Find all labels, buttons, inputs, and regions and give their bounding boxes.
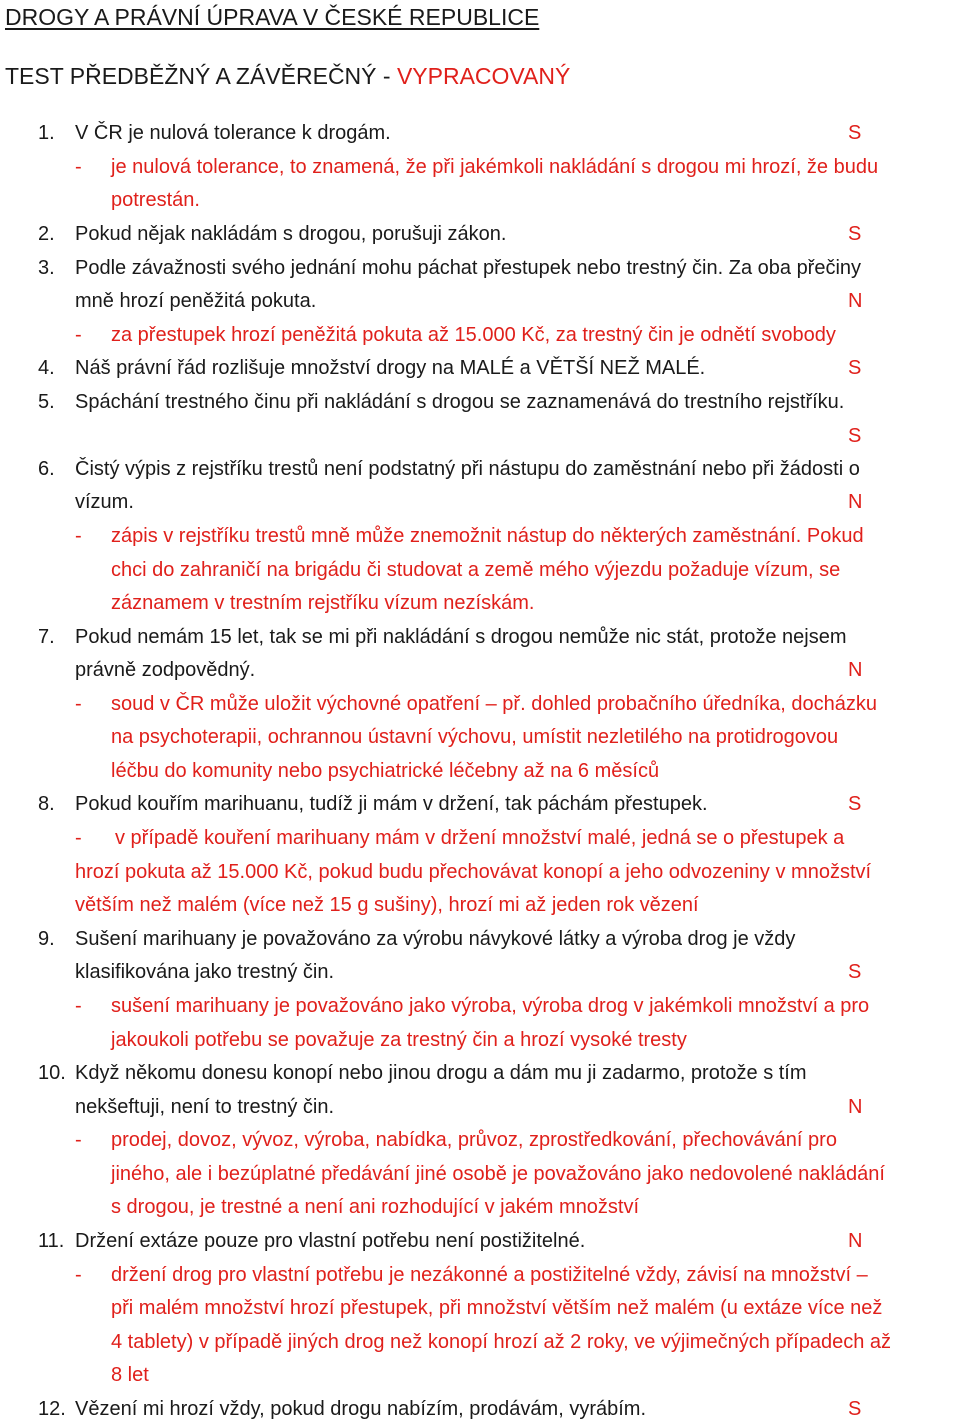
answer-explanation: soud v ČR může uložit výchovné opatření – př. dohled probačního úředníka, docházku — [111, 693, 878, 715]
question-number: 10. — [38, 1062, 66, 1084]
question-number: 4. — [38, 357, 55, 379]
answer-explanation: na psychoterapii, ochrannou ústavní výchovu, umístit nezletilého na protidrogovou — [111, 726, 839, 748]
answer-mark: N — [848, 659, 863, 681]
answer-explanation: jiného, ale i bezúplatné předávání jiné osobě je považováno jako nedovolené nakládání — [111, 1163, 885, 1185]
question-text: Náš právní řád rozlišuje množství drogy na MALÉ a VĚTŠÍ NEŽ MALÉ. — [75, 357, 706, 379]
note-dash: - — [75, 1129, 82, 1151]
question-number: 3. — [38, 257, 55, 279]
question-text: mně hrozí peněžitá pokuta. — [75, 290, 317, 312]
question-number: 12. — [38, 1398, 66, 1420]
answer-explanation: za přestupek hrozí peněžitá pokuta až 15.000 Kč, za trestný čin je odnětí svobody — [111, 324, 836, 346]
answer-explanation: s drogou, je trestné a není ani rozhodující v jakém množství — [111, 1196, 640, 1218]
answer-explanation: 8 let — [111, 1364, 149, 1386]
answer-mark: N — [848, 491, 863, 513]
answer-explanation: je nulová tolerance, to znamená, že při jakémkoli nakládání s drogou mi hrozí, že budu — [111, 156, 879, 178]
answer-explanation: sušení marihuany je považováno jako výroba, výroba drog v jakémkoli množství a pro — [111, 995, 870, 1017]
question-number: 7. — [38, 626, 55, 648]
answer-mark: S — [848, 961, 862, 983]
question-number: 2. — [38, 223, 55, 245]
question-text: Pokud kouřím marihuanu, tudíž ji mám v držení, tak páchám přestupek. — [75, 793, 708, 815]
answer-explanation: potrestán. — [111, 189, 200, 211]
note-dash: - — [75, 525, 82, 547]
question-number: 5. — [38, 391, 55, 413]
question-number: 1. — [38, 122, 55, 144]
question-text: Držení extáze pouze pro vlastní potřebu není postižitelné. — [75, 1230, 586, 1252]
question-text: nekšeftuji, není to trestný čin. — [75, 1096, 335, 1118]
answer-explanation: v případě kouření marihuany mám v držení množství malé, jedná se o přestupek a — [115, 827, 845, 849]
subtitle-prefix: TEST PŘEDBĚŽNÝ A ZÁVĚREČNÝ - — [5, 63, 397, 89]
question-text: Když někomu donesu konopí nebo jinou drogu a dám mu ji zadarmo, protože s tím — [75, 1062, 807, 1084]
subtitle-highlight: VYPRACOVANÝ — [396, 63, 571, 89]
question-text: vízum. — [75, 491, 134, 513]
question-number: 11. — [38, 1230, 65, 1252]
answer-mark: N — [848, 1230, 863, 1252]
question-number: 6. — [38, 458, 55, 480]
answer-explanation: léčbu do komunity nebo psychiatrické léčebny až na 6 měsíců — [111, 760, 660, 782]
answer-explanation: prodej, dovoz, vývoz, výroba, nabídka, průvoz, zprostředkování, přechovávání pro — [111, 1129, 837, 1151]
answer-mark: S — [848, 793, 862, 815]
note-dash: - — [75, 1264, 82, 1286]
note-dash: - — [75, 827, 82, 849]
answer-explanation: hrozí pokuta až 15.000 Kč, pokud budu přechovávat konopí a jeho odvozeniny v množství — [75, 861, 872, 883]
question-text: právně zodpovědný. — [75, 659, 256, 681]
question-text: Pokud nějak nakládám s drogou, porušuji zákon. — [75, 223, 507, 245]
note-dash: - — [75, 995, 82, 1017]
note-dash: - — [75, 156, 82, 178]
question-text: Pokud nemám 15 let, tak se mi při nakládání s drogou nemůže nic stát, protože nejsem — [75, 626, 847, 648]
answer-explanation: zápis v rejstříku trestů mně může znemožnit nástup do některých zaměstnání. Pokud — [111, 525, 864, 547]
answer-explanation: jakoukoli potřebu se považuje za trestný čin a hrozí vysoké tresty — [111, 1029, 687, 1051]
answer-explanation: držení drog pro vlastní potřebu je nezákonné a postižitelné vždy, závisí na množství – — [111, 1264, 868, 1286]
question-number: 9. — [38, 928, 55, 950]
answer-mark: S — [848, 223, 862, 245]
question-text: Spáchání trestného činu při nakládání s drogou se zaznamenává do trestního rejstříku. — [75, 391, 845, 413]
answer-mark: N — [848, 290, 863, 312]
question-text: Vězení mi hrozí vždy, pokud drogu nabízím, prodávám, vyrábím. — [75, 1398, 646, 1420]
question-text: Sušení marihuany je považováno za výrobu návykové látky a výroba drog je vždy — [75, 928, 796, 950]
document-title: DROGY A PRÁVNÍ ÚPRAVA V ČESKÉ REPUBLICE — [5, 4, 540, 30]
answer-mark: S — [848, 1398, 862, 1420]
note-dash: - — [75, 693, 82, 715]
question-number: 8. — [38, 793, 55, 815]
answer-explanation: chci do zahraničí na brigádu či studovat a země mého výjezdu požaduje vízum, se — [111, 559, 841, 581]
answer-explanation: záznamem v trestním rejstříku vízum nezískám. — [111, 592, 535, 614]
answer-mark: N — [848, 1096, 863, 1118]
answer-mark: S — [848, 425, 862, 447]
answer-explanation: větším než malém (více než 15 g sušiny), hrozí mi až jeden rok vězení — [75, 894, 699, 916]
note-dash: - — [75, 324, 82, 346]
document-subtitle — [5, 61, 570, 91]
question-text: V ČR je nulová tolerance k drogám. — [75, 122, 391, 144]
answer-mark: S — [848, 357, 862, 379]
answer-explanation: 4 tablety) v případě jiných drog než konopí hrozí až 2 roky, ve výjimečných případech až — [111, 1331, 892, 1353]
question-text: Podle závažnosti svého jednání mohu páchat přestupek nebo trestný čin. Za oba přečiny — [75, 257, 862, 279]
answer-explanation: při malém množství hrozí přestupek, při množství větším než malém (u extáze více než — [111, 1297, 883, 1319]
question-text: Čistý výpis z rejstříku trestů není podstatný při nástupu do zaměstnání nebo při žádosti o — [75, 458, 860, 480]
question-text: klasifikována jako trestný čin. — [75, 961, 335, 983]
answer-mark: S — [848, 122, 862, 144]
